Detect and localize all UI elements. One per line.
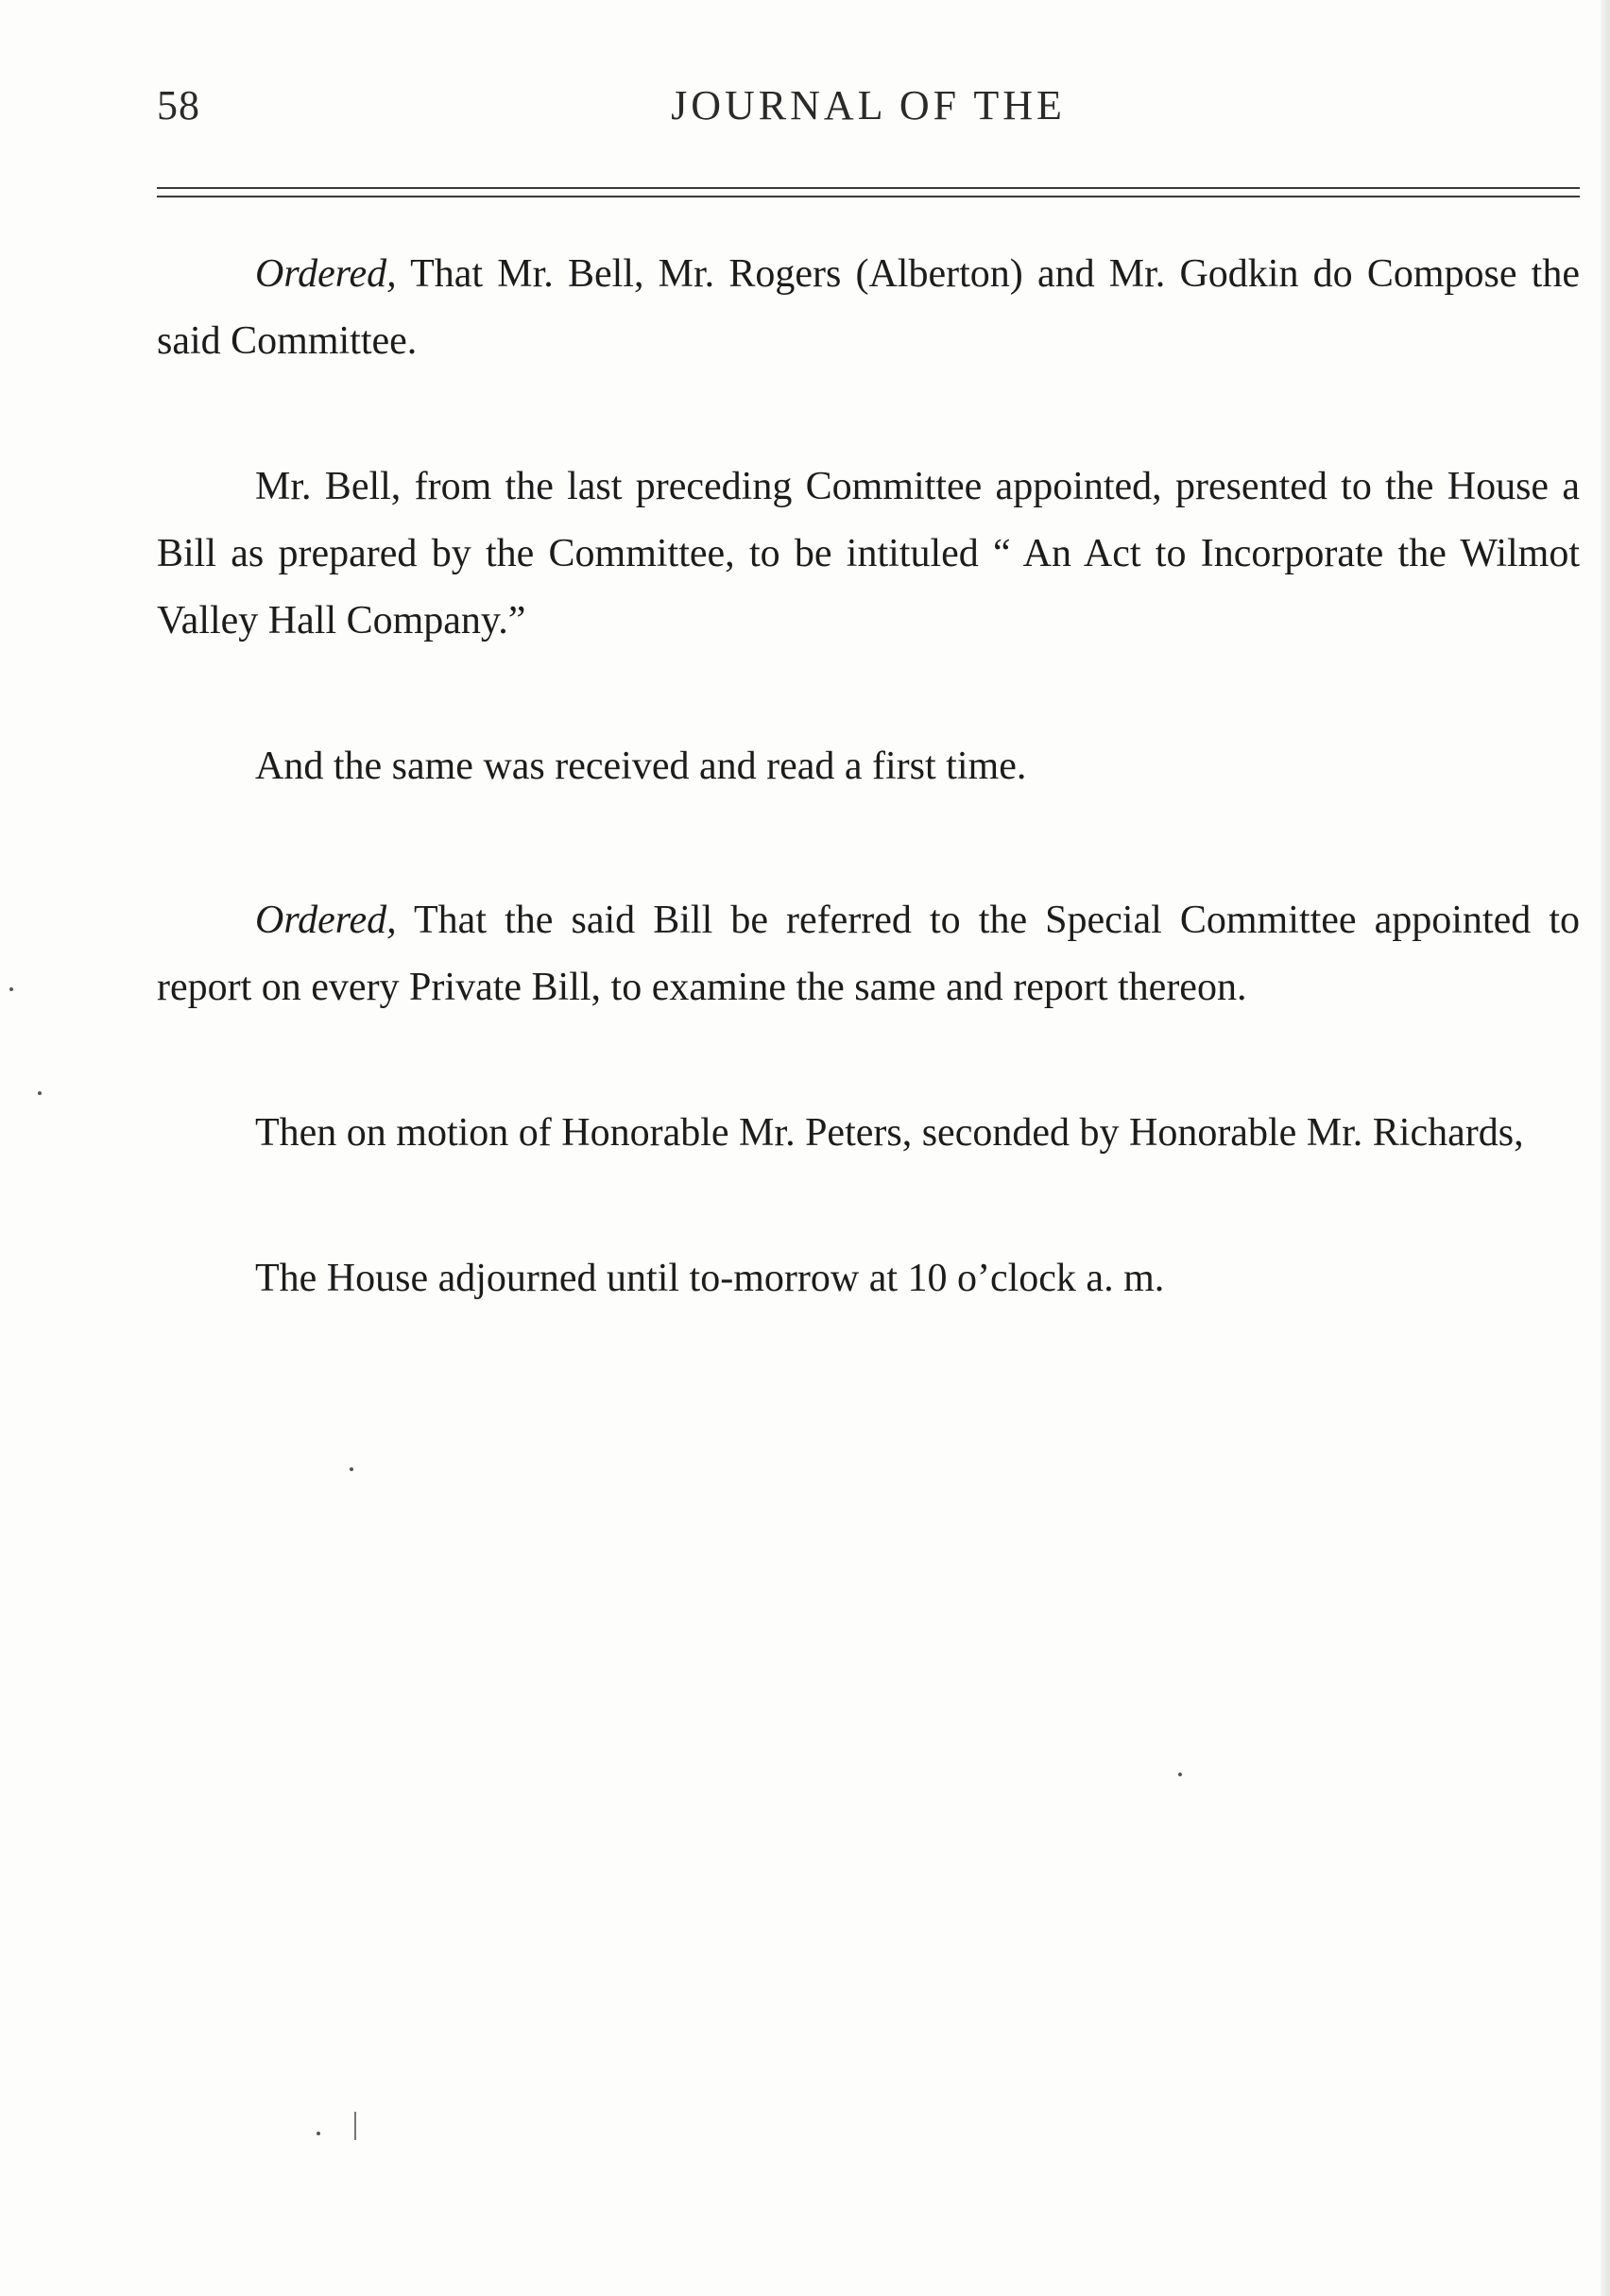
paper-mark [354,2112,356,2140]
page-number: 58 [157,82,200,129]
paragraph-first-reading [157,733,1580,800]
paragraph-adjournment [157,1245,1580,1312]
italic-lead: Ordered, [255,899,397,942]
journal-body [157,241,1580,1312]
rule-line-bottom [157,196,1580,197]
paragraph-text: Then on motion of Honorable Mr. Peters, seconded by Honorable Mr. Richards, [255,1111,1524,1155]
paragraph-text: That the said Bill be referred to the Special Committee appointed to report on every Private Bill, to examine the same and report thereon. [157,899,1580,1009]
paragraph-text: The House adjourned until to-morrow at 10 o’clock a. m. [255,1257,1165,1300]
paragraph-bill-presented [157,454,1580,655]
paper-speck [38,1091,42,1095]
page-edge-shadow [1601,0,1610,2296]
paper-speck [350,1467,353,1471]
paper-speck [9,987,13,991]
paragraph-text: That Mr. Bell, Mr. Rogers (Alberton) and Mr. Godkin do Compose the said Committee. [157,252,1580,363]
header-rule [157,187,1580,204]
paragraph-text: Mr. Bell, from the last preceding Committee appointed, presented to the House a Bill as prepared by the Committee, to be intituled “ An Act to Incorporate the Wilmot Valley Hall Company.” [157,465,1580,643]
rule-line-top [157,187,1580,189]
running-title: JOURNAL OF THE [671,82,1066,129]
paper-speck [317,2132,320,2135]
paragraph-committee-composition [157,241,1580,375]
paper-speck [1178,1773,1182,1776]
paragraph-motion [157,1100,1580,1167]
paragraph-text: And the same was received and read a first time. [255,745,1027,788]
italic-lead: Ordered, [255,252,397,296]
paragraph-bill-referred [157,887,1580,1021]
page-header [157,81,1580,138]
